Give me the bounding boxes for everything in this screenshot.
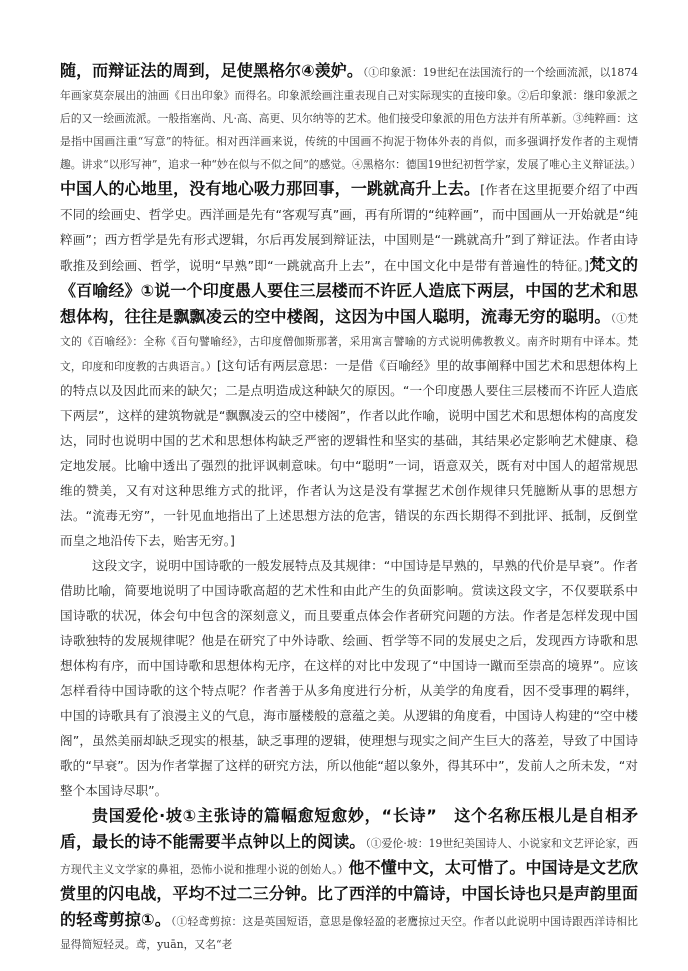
commentary: [作者在这里扼要介绍了中西不同的绘画史、哲学史。西洋画是先有“客观写真”画，再有所谓的“纯粹画”，而中国画从一开始就是“纯粹画”；西方哲学是先有形式逻辑，尔后再发展到辩证法，中国则是“一跳就高升”到了辩证法。作者由诗歌推及到绘画、哲学，说明“早熟”即“一跳就高升上去”，在中国文化中是带有普遍性的特征。] [60, 182, 638, 273]
paragraph-2 [60, 553, 638, 803]
footnote: （①梵文的《百喻经》：全称《百句譬喻经》，古印度僧伽斯那著，采用寓言譬喻的方式说明佛教教义。南齐时期有中译本。梵文，印度和印度教的古典语言。） [60, 312, 638, 373]
quote-text: 贵国爱伦·坡①主张诗的篇幅愈短愈妙，“长诗” 这个名称压根儿是自相矛盾，最长的诗不能需要半点钟以上的阅读。 [60, 806, 638, 851]
paragraph-1 [60, 58, 642, 553]
quote-text: 梵文的《百喻经》①说一个印度愚人要住三层楼而不许匠人造底下两层，中国的艺术和思想体构，往往是飘飘凌云的空中楼阁，这因为中国人聪明，流毒无穷的聪明。 [60, 255, 638, 326]
analysis-text: 这段文字，说明中国诗歌的一般发展特点及其规律：“中国诗是早熟的，早熟的代价是早衰”。作者借助比喻，简要地说明了中国诗歌高超的艺术性和由此产生的负面影响。赏读这段文字，不仅要联系中国诗歌的状况，体会句中包含的深刻意义，而且要重点体会作者研究问题的方法。作者是怎样发现中国诗歌独特的发展规律呢？他是在研究了中外诗歌、绘画、哲学等不同的发展史之后，发现西方诗歌和思想体构有序，而中国诗歌和思想体构无序，在这样的对比中发现了“中国诗一蹴而至崇高的境界”。应该怎样看待中国诗歌的这个特点呢？作者善于从多角度进行分析，从美学的角度看，因不受事理的羁绊，中国的诗歌具有了浪漫主义的气息，海市蜃楼般的意蕴之美。从逻辑的角度看，中国诗人构建的“空中楼阁”，虽然美丽却缺乏现实的根基，缺乏事理的逻辑，使理想与现实之间产生巨大的落差，导致了中国诗歌的“早衰”。因为作者掌握了这样的研究方法，所以他能“超以象外，得其环中”，发前人之所未发，“对整个本国诗尽职”。 [60, 558, 638, 798]
quote-text: 他不懂中文，太可惜了。中国诗是文艺欣赏里的闪电战，平均不过二三分钟。比了西洋的中篇诗，中国长诗也只是声韵里面的轻鸢剪掠①。 [60, 858, 638, 929]
footnote: （①印象派：19世纪在法国流行的一个绘画流派，以1874年画家莫奈展出的油画《日出印象》而得名。印象派绘画注重表现自己对实际现实的直接印象。②后印象派：继印象派之后的又一绘画流派。一般指塞尚、凡·高、高更、贝尔纳等的艺术。他们接受印象派的用色方法并有所革新。③纯粹画：这是指中国画注重“写意”的特征。相对西洋画来说，传统的中国画不拘泥于物体外表的肖似，而多强调抒发作者的主观情趣。讲求“以形写神”，追求一种“妙在似与不似之间”的感觉。④黑格尔：德国19世纪初哲学家，发展了唯心主义辩证法。） [60, 66, 642, 171]
quote-text: 中国人的心地里，没有地心吸力那回事，一跳就高升上去。 [60, 179, 481, 198]
commentary: [这句话有两层意思：一是借《百喻经》里的故事阐释中国艺术和思想体构上的特点以及因此而来的缺欠；二是点明造成这种缺欠的原因。“一个印度愚人要住三层楼而不许匠人造底下两层”，这样的建筑物就是“飘飘凌云的空中楼阁”，作者以此作喻，说明中国艺术和思想体构的高度发达，同时也说明中国的艺术和思想体构缺乏严密的逻辑性和坚实的基础，其结果必定影响艺术健康、稳定地发展。比喻中透出了强烈的批评讽刺意味。句中“聪明”一词，语意双关，既有对中国人的超常规思维的赞美，又有对这种思维方式的批评，作者认为这是没有掌握艺术创作规律只凭臆断从事的思想方法。“流毒无穷”，一针见血地指出了上述思想方法的危害，错误的东西长期得不到批评、抵制，反倒堂而皇之地沿传下去，贻害无穷。] [60, 358, 638, 548]
footnote: （①爱伦·坡：19世纪美国诗人、小说家和文艺评论家，西方现代主义文学家的鼻祖，恐怖小说和推理小说的创始人。） [60, 837, 638, 876]
quote-text: 随，而辩证法的周到，足使黑格尔④羡妒。 [60, 61, 363, 80]
footnote: （①轻鸢剪掠：这是英国短语，意思是像轻盈的老鹰掠过天空。作者以此说明中国诗跟西洋诗相比显得简短轻灵。鸢，yuān，又名“老 [60, 915, 638, 951]
paragraph-3 [60, 803, 638, 956]
document-page [60, 58, 642, 956]
